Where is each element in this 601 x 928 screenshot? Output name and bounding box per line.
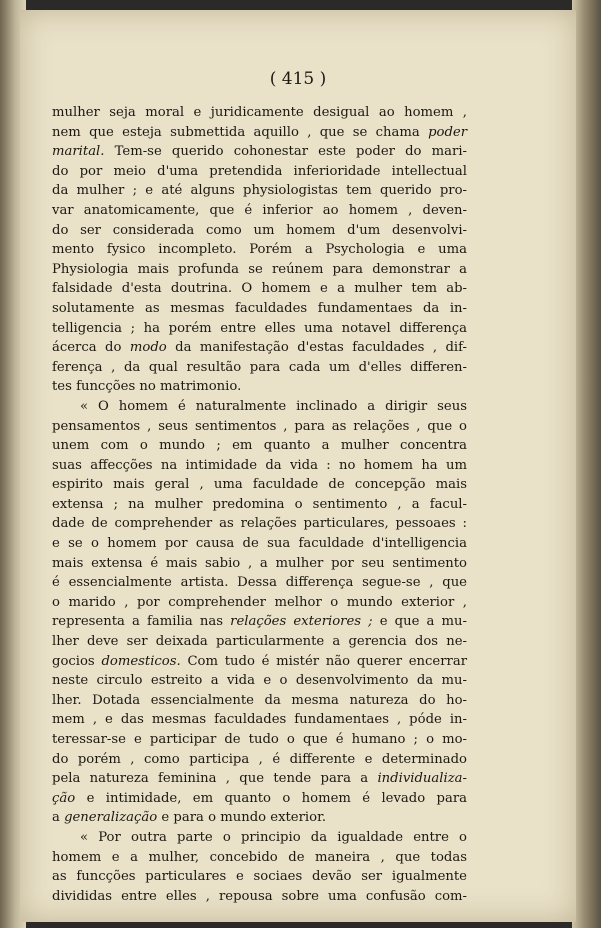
line-text: tes funcções no matrimonio.	[52, 379, 242, 395]
line-text: divididas entre elles , repousa sobre uma confusão com-	[52, 888, 467, 904]
line-text: gocios	[52, 653, 102, 669]
line-text: mais extensa é mais sabio , a mulher por seu sentimento	[52, 555, 467, 571]
line-text: a	[52, 810, 65, 826]
italic-text: marital.	[52, 144, 105, 160]
line-text: o marido , por comprehender melhor o mundo exterior ,	[52, 594, 467, 610]
line-text: é essencialmente artista. Dessa differença segue-se , que	[52, 575, 467, 591]
text-line	[52, 652, 467, 672]
text-line	[52, 828, 467, 848]
line-text: representa a familia nas	[52, 614, 231, 630]
text-line	[52, 456, 467, 476]
text-line	[52, 710, 467, 730]
line-text: unem com o mundo ; em quanto a mulher concentra	[52, 438, 467, 454]
text-line	[52, 593, 467, 613]
text-line	[52, 632, 467, 652]
line-text: extensa ; na mulher predomina o sentimento , a facul-	[52, 496, 467, 512]
text-line	[52, 848, 467, 868]
text-line	[52, 887, 467, 907]
text-line	[52, 123, 467, 143]
line-text: mulher seja moral e juridicamente desigual ao homem ,	[52, 105, 467, 120]
text-line	[52, 260, 467, 280]
line-text: ferença , da qual resultão para cada um d'elles differen-	[52, 359, 467, 375]
text-line	[52, 534, 467, 554]
line-text: pensamentos , seus sentimentos , para as relações , que o	[52, 418, 467, 434]
text-line	[52, 691, 467, 711]
page-body-text	[52, 103, 467, 906]
text-line	[52, 397, 467, 417]
line-text: da mulher ; e até alguns physiologistas tem querido pro-	[52, 183, 467, 199]
line-text: do ser considerada como um homem d'um desenvolvi-	[52, 222, 467, 238]
line-text: lher. Dotada essencialmente da mesma natureza do ho-	[52, 692, 467, 708]
line-text: falsidade d'esta doutrina. O homem e a mulher tem ab-	[52, 281, 467, 297]
text-line	[52, 750, 467, 770]
italic-text: relações exteriores ;	[230, 614, 373, 630]
text-line	[52, 299, 467, 319]
line-text: var anatomicamente, que é inferior ao homem , deven-	[52, 202, 467, 218]
line-text: pela natureza feminina , que tende para a	[52, 771, 378, 787]
line-text: as funcções particulares e sociaes devão ser igualmente	[52, 869, 467, 885]
book-page	[20, 10, 576, 922]
line-text: Physiologia mais profunda se reúnem para demonstrar a	[52, 261, 467, 277]
text-line	[52, 867, 467, 887]
line-text: telligencia ; ha porém entre elles uma notavel differença	[52, 320, 467, 336]
line-text: lher deve ser deixada particularmente a gerencia dos ne-	[52, 634, 467, 650]
text-line	[52, 240, 467, 260]
line-text: teressar-se e participar de tudo o que é humano ; o mo-	[52, 732, 467, 747]
line-text: homem e a mulher, concebido de maneira , que todas	[52, 849, 467, 865]
italic-text: modo	[129, 340, 167, 356]
line-text: espirito mais geral , uma faculdade de concepção mais	[52, 477, 467, 493]
italic-text: domesticos.	[101, 653, 181, 669]
text-line	[52, 612, 467, 632]
line-text: ácerca do	[52, 340, 130, 356]
text-line	[52, 338, 467, 358]
text-line	[52, 142, 467, 162]
text-line	[52, 573, 467, 593]
text-line	[52, 514, 467, 534]
text-line	[52, 221, 467, 241]
italic-text: ção	[52, 790, 76, 806]
text-line	[52, 475, 467, 495]
line-text: solutamente as mesmas faculdades fundamentaes da in-	[52, 300, 467, 316]
line-text: e se o homem por causa de sua faculdade d'intelligencia	[52, 536, 467, 552]
line-text: e para o mundo exterior.	[157, 810, 327, 826]
line-text: Com tudo é mistér não querer encerrar	[180, 653, 467, 669]
italic-text: individualiza-	[377, 771, 467, 787]
text-line	[52, 769, 467, 789]
book-edge-right	[572, 0, 601, 928]
line-text: Tem-se querido cohonestar este poder do mari-	[104, 144, 467, 160]
italic-text: generalização	[64, 810, 158, 826]
line-text: do porém , como participa , é differente e determinado	[52, 751, 467, 767]
text-line	[52, 181, 467, 201]
line-text: e que a mu-	[372, 614, 467, 630]
line-text: suas affecções na intimidade da vida : no homem ha um	[52, 457, 467, 473]
text-line	[52, 554, 467, 574]
line-text: nem que esteja submettida aquillo , que se chama	[52, 124, 429, 140]
text-line	[52, 358, 467, 378]
line-text: da manifestação d'estas faculdades , dif-	[166, 340, 467, 356]
text-line	[52, 671, 467, 691]
line-text: « O homem é naturalmente inclinado a dirigir seus	[80, 398, 467, 414]
text-line	[52, 436, 467, 456]
text-line	[52, 417, 467, 437]
text-line	[52, 495, 467, 515]
text-line	[52, 103, 467, 123]
line-text: mem , e das mesmas faculdades fundamentaes , póde in-	[52, 712, 467, 728]
text-line	[52, 377, 467, 397]
line-text: e intimidade, em quanto o homem é levado para	[75, 790, 467, 806]
text-line	[52, 319, 467, 339]
text-line	[52, 162, 467, 182]
line-text: do por meio d'uma pretendida inferioridade intellectual	[52, 163, 467, 179]
text-line	[52, 730, 467, 750]
text-line	[52, 279, 467, 299]
line-text: mento fysico incompleto. Porém a Psychologia e uma	[52, 242, 467, 258]
line-text: dade de comprehender as relações particulares, pessoaes :	[52, 516, 467, 532]
italic-text: poder	[428, 124, 467, 140]
text-line	[52, 808, 467, 828]
line-text: neste circulo estreito a vida e o desenvolvimento da mu-	[52, 673, 467, 689]
text-line	[52, 201, 467, 221]
line-text: « Por outra parte o principio da igualdade entre o	[80, 829, 467, 845]
page-number: ( 415 )	[269, 69, 327, 89]
text-line	[52, 789, 467, 809]
